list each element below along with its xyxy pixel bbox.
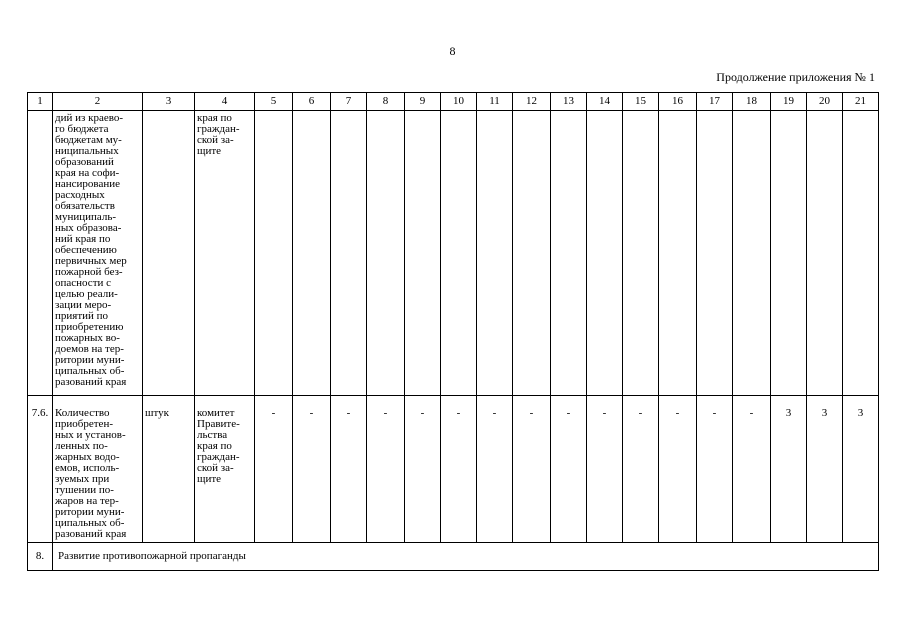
section-title: Развитие противопожарной пропаганды <box>53 543 879 571</box>
row-number <box>28 111 53 396</box>
value-cell: - <box>623 396 659 543</box>
section-row <box>28 543 879 571</box>
value-cell: - <box>659 396 697 543</box>
row-number: 7.6. <box>28 396 53 543</box>
header-cell: 4 <box>195 93 255 111</box>
table-row <box>28 396 879 543</box>
header-cell: 11 <box>477 93 513 111</box>
continuation-label: Продолжение приложения № 1 <box>716 70 875 84</box>
value-cell: - <box>367 396 405 543</box>
header-cell: 20 <box>807 93 843 111</box>
indicator-name: дий из краево- го бюджета бюджетам му- ниципальных образований края на софи- нансирование расходных обязательств муниципаль- ных образова- ний края по обеспечению первичных мер пожарной без- опасности с целью реали- зации меро- приятий по приобретению пожарных во- доемов на тер- ритории муни- ципальных об- разований края <box>53 111 143 396</box>
header-cell: 15 <box>623 93 659 111</box>
header-cell: 6 <box>293 93 331 111</box>
value-cell: - <box>513 396 551 543</box>
header-cell: 8 <box>367 93 405 111</box>
value-cell <box>405 111 441 396</box>
value-cell: 3 <box>771 396 807 543</box>
value-cell <box>255 111 293 396</box>
value-cell: - <box>551 396 587 543</box>
value-cell: - <box>733 396 771 543</box>
responsible-cell: комитет Правите- льства края по граждан- ской за- щите <box>195 396 255 543</box>
value-cell: 3 <box>843 396 879 543</box>
value-cell <box>843 111 879 396</box>
value-cell: - <box>405 396 441 543</box>
value-cell: - <box>697 396 733 543</box>
header-cell: 3 <box>143 93 195 111</box>
unit-cell: штук <box>143 396 195 543</box>
value-cell <box>733 111 771 396</box>
value-cell <box>513 111 551 396</box>
header-cell: 14 <box>587 93 623 111</box>
value-cell: - <box>293 396 331 543</box>
header-cell: 10 <box>441 93 477 111</box>
value-cell <box>587 111 623 396</box>
header-row <box>28 93 879 111</box>
header-cell: 2 <box>53 93 143 111</box>
indicators-table <box>27 92 879 571</box>
header-cell: 13 <box>551 93 587 111</box>
value-cell <box>331 111 367 396</box>
header-cell: 19 <box>771 93 807 111</box>
value-cell <box>771 111 807 396</box>
value-cell <box>367 111 405 396</box>
header-cell: 5 <box>255 93 293 111</box>
header-cell: 12 <box>513 93 551 111</box>
value-cell <box>477 111 513 396</box>
header-cell: 7 <box>331 93 367 111</box>
value-cell: 3 <box>807 396 843 543</box>
table-row <box>28 111 879 396</box>
value-cell: - <box>255 396 293 543</box>
header-cell: 21 <box>843 93 879 111</box>
header-cell: 17 <box>697 93 733 111</box>
value-cell <box>293 111 331 396</box>
value-cell: - <box>477 396 513 543</box>
header-cell: 9 <box>405 93 441 111</box>
page-number: 8 <box>449 44 456 58</box>
indicator-name: Количество приобретен- ных и установ- ленных по- жарных водо- емов, исполь- зуемых при тушении по- жаров на тер- ритории муни- ципальных об- разований края <box>53 396 143 543</box>
value-cell <box>551 111 587 396</box>
value-cell <box>807 111 843 396</box>
responsible-cell: края по граждан- ской за- щите <box>195 111 255 396</box>
value-cell <box>659 111 697 396</box>
unit-cell <box>143 111 195 396</box>
value-cell: - <box>587 396 623 543</box>
value-cell: - <box>441 396 477 543</box>
value-cell: - <box>331 396 367 543</box>
header-cell: 1 <box>28 93 53 111</box>
header-cell: 18 <box>733 93 771 111</box>
section-number: 8. <box>28 543 53 571</box>
header-cell: 16 <box>659 93 697 111</box>
value-cell <box>697 111 733 396</box>
value-cell <box>441 111 477 396</box>
value-cell <box>623 111 659 396</box>
